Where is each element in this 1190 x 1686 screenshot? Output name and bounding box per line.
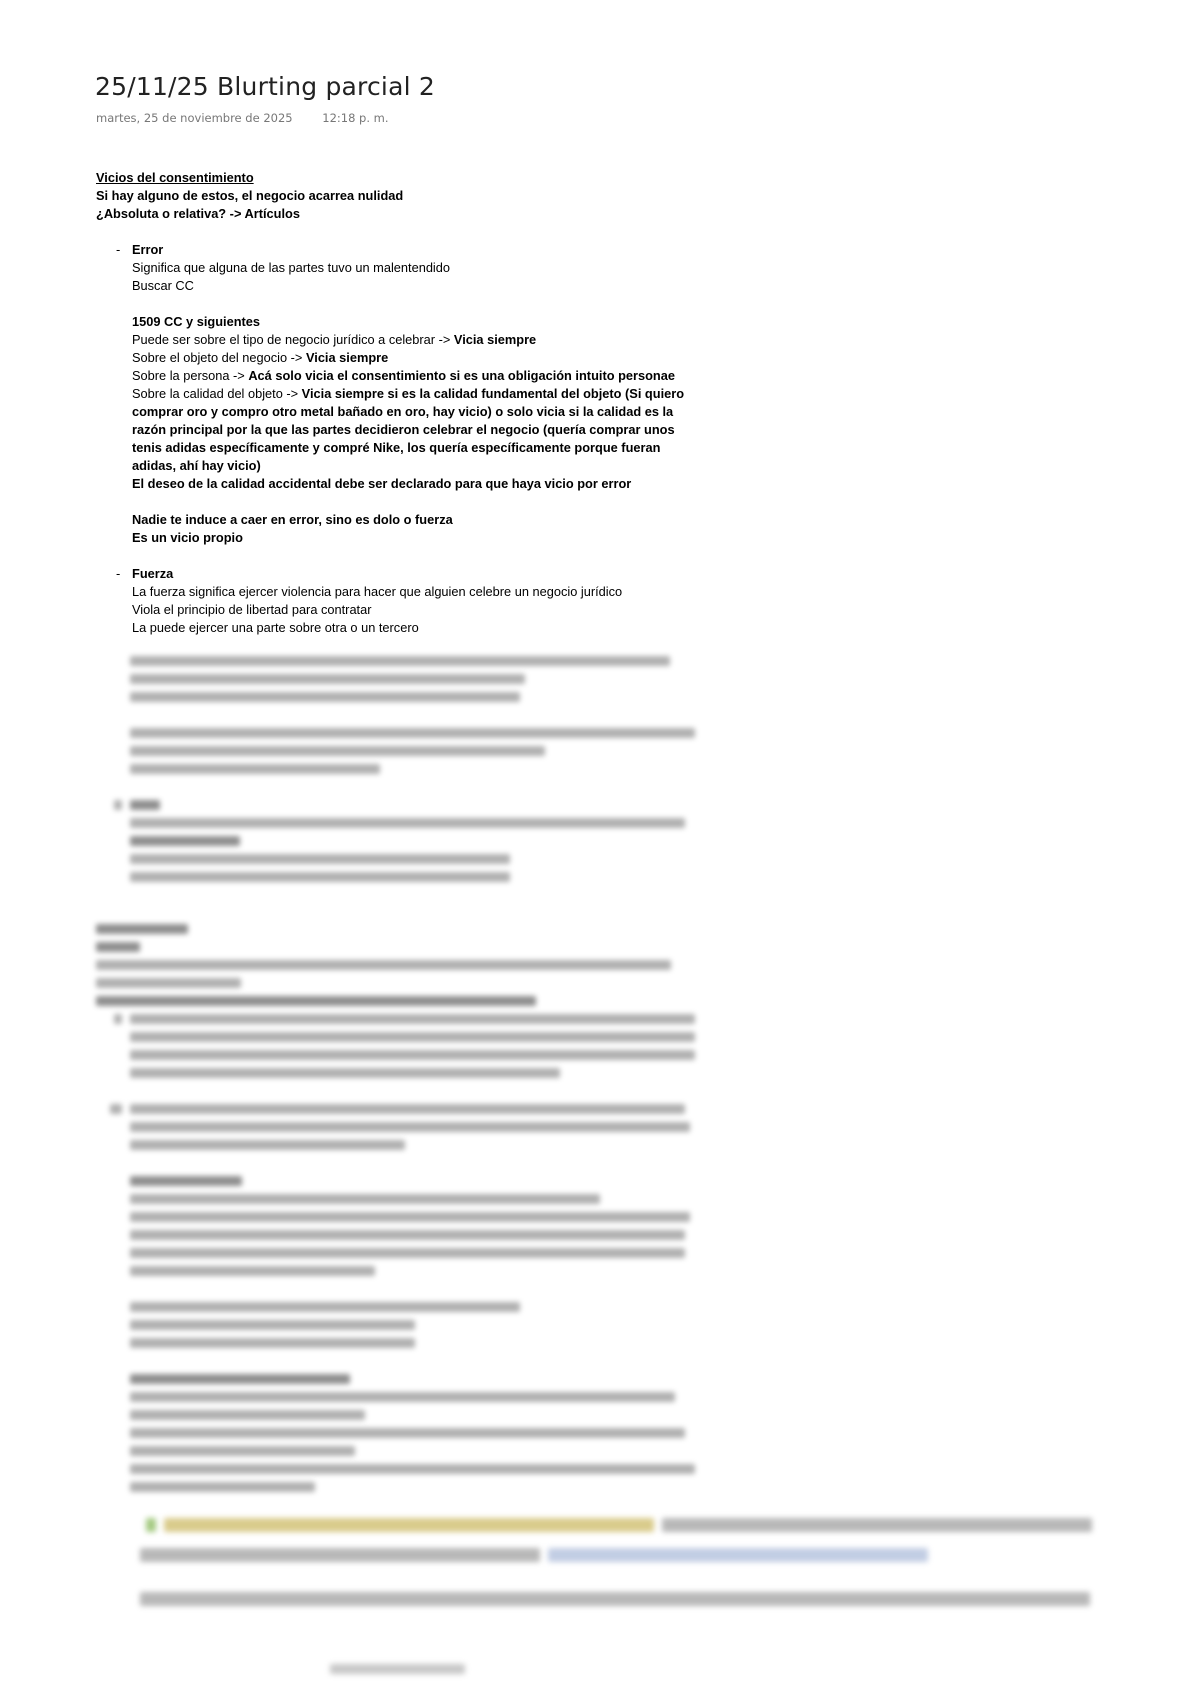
error-bullet: - — [116, 242, 121, 257]
fuerza-bullet: - — [116, 566, 121, 581]
fuerza-line-libertad: Viola el principio de libertad para contratar — [132, 602, 372, 617]
fuerza-title: Fuerza — [132, 566, 174, 581]
error-line-objeto-text: Sobre el objeto del negocio -> — [132, 350, 306, 365]
error-line-tipo-text: Puede ser sobre el tipo de negocio jurídico a celebrar -> — [132, 332, 454, 347]
section-line-nulidad: Si hay alguno de estos, el negocio acarrea nulidad — [96, 188, 404, 203]
error-line-objeto-bold: Vicia siempre — [305, 350, 389, 365]
error-line-calidad-4: tenis adidas específicamente y compré Nike, los quería específicamente porque fueran — [132, 440, 661, 455]
error-desc-1: Significa que alguna de las partes tuvo un malentendido — [132, 260, 451, 275]
section-line-articulos: ¿Absoluta o relativa? -> Artículos — [96, 206, 300, 221]
error-line-calidad-5: adidas, ahí hay vicio) — [132, 458, 261, 473]
error-article: 1509 CC y siguientes — [132, 314, 261, 329]
error-line-persona-bold: Acá solo vicia el consentimiento si es una obligación intuito personae — [248, 368, 675, 383]
section-heading: Vicios del consentimiento — [96, 170, 254, 185]
error-line-tipo-bold: Vicia siempre — [453, 332, 537, 347]
error-title: Error — [132, 242, 164, 257]
error-note-induce: Nadie te induce a caer en error, sino es dolo o fuerza — [132, 512, 453, 527]
fuerza-line-tercero: La puede ejercer una parte sobre otra o un tercero — [132, 620, 419, 635]
error-line-accidental: El deseo de la calidad accidental debe ser declarado para que haya vicio por error — [132, 476, 632, 491]
error-line-calidad-3: razón principal por la que las partes decidieron celebrar el negocio (quería comprar unos — [132, 422, 675, 437]
error-desc-2: Buscar CC — [132, 278, 194, 293]
error-line-calidad-2: comprar oro y compro otro metal bañado en oro, hay vicio) o solo vicia si la calidad es la — [132, 404, 674, 419]
fuerza-line-violencia: La fuerza significa ejercer violencia para hacer que alguien celebre un negocio jurídico — [132, 584, 623, 599]
page-date: martes, 25 de noviembre de 2025 — [96, 111, 293, 125]
error-line-calidad-bold: Vicia siempre si es la calidad fundamental del objeto (Si quiero — [301, 386, 685, 401]
error-line-persona-text: Sobre la persona -> — [132, 368, 249, 383]
error-note-propio: Es un vicio propio — [132, 530, 243, 545]
error-line-calidad-text: Sobre la calidad del objeto -> — [132, 386, 302, 401]
page-title: 25/11/25 Blurting parcial 2 — [95, 72, 435, 101]
page-time: 12:18 p. m. — [322, 111, 389, 125]
